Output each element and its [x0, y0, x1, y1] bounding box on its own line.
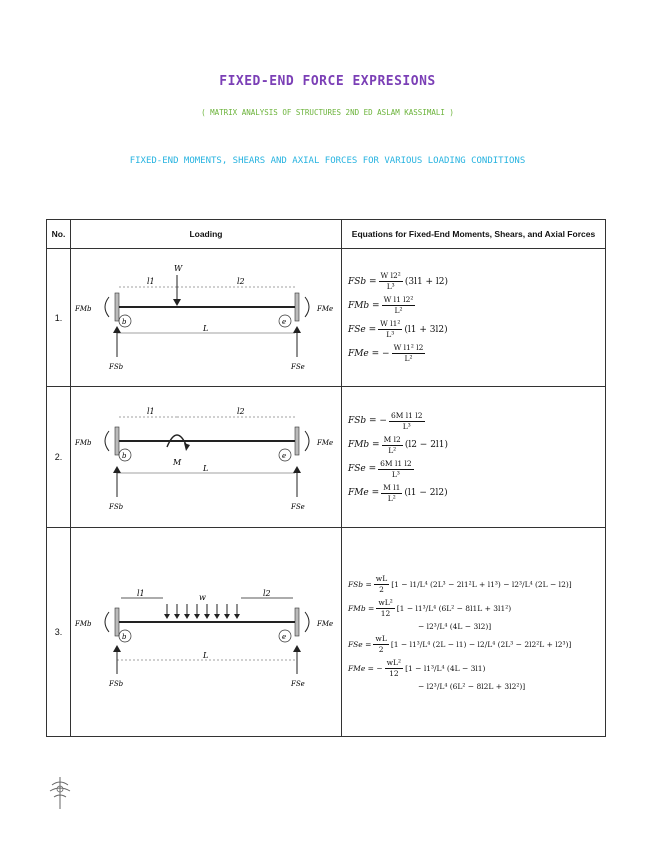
eq-fraction [382, 435, 403, 456]
loading-diagram-cell [70, 528, 341, 737]
point-load-beam-diagram [71, 249, 341, 386]
node-b-label: b [121, 318, 127, 326]
right-moment-arrow-icon [305, 297, 309, 317]
moment-load-beam-diagram [71, 387, 341, 527]
node-e-label: e [281, 633, 287, 641]
fixed-end-force-table [46, 219, 606, 737]
right-fixed-support [295, 608, 299, 636]
decorative-logo-icon [46, 775, 74, 811]
left-moment-arrow-icon [105, 612, 109, 632]
table-row [47, 387, 606, 528]
right-shear-label: FSe [290, 680, 305, 688]
equation [348, 295, 599, 316]
node-b-label: b [121, 633, 127, 641]
distributed-load-label: w [198, 593, 206, 602]
eq-rest: [1 − l1³/L⁴ (2L − l1) − l2/L⁴ (2L³ − 2l2²L + l2³)] [390, 639, 572, 649]
eq-rest: [1 − l1³/L⁴ (6L² − 8l1L + 3l1²) [396, 603, 512, 613]
equation-continuation [348, 682, 599, 691]
row-number: 1. [47, 249, 71, 387]
header-equations: Equations for Fixed-End Moments, Shears, and Axial Forces [341, 220, 605, 249]
eq-num: wL² [378, 597, 393, 607]
table-row [47, 528, 606, 737]
eq-num: W l2² [380, 271, 401, 280]
eq-den: L³ [386, 330, 395, 339]
left-moment-label: FMb [74, 439, 92, 447]
source-subtitle: ( MATRIX ANALYSIS OF STRUCTURES 2ND ED ASLAM KASSIMALI ) [201, 108, 454, 117]
node-b-label: b [121, 452, 127, 460]
table-row [47, 249, 606, 387]
eq-rest: (3l1 + l2) [404, 276, 449, 287]
page-title: FIXED-END FORCE EXPRESIONS [219, 74, 436, 89]
right-shear-arrowhead [293, 466, 301, 473]
loading-diagram-cell [70, 387, 341, 528]
eq-fraction [373, 634, 388, 655]
dim-label-L: L [202, 651, 209, 660]
eq-rest: (l1 + 3l2) [404, 324, 448, 335]
eq-fraction [378, 459, 414, 480]
equation-list [342, 567, 605, 698]
dim-label-l2: l2 [262, 589, 271, 598]
loading-diagram-cell [70, 249, 341, 387]
eq-fraction [374, 574, 389, 595]
applied-moment-label: M [172, 458, 182, 467]
eq-den: 12 [389, 668, 399, 678]
dim-label-l2: l2 [236, 407, 245, 416]
eq-fraction [379, 271, 403, 292]
eq-num: wL² [386, 657, 402, 667]
eq-den: L³ [386, 282, 395, 291]
eq-lhs: FMe = − [347, 348, 390, 359]
eq-den: L³ [402, 421, 411, 431]
eq-rest: − l2³/L⁴ (4L − 3l2)] [417, 621, 492, 631]
right-shear-arrowhead [293, 326, 301, 333]
eq-lhs: FSe = [347, 324, 377, 335]
dim-label-l2: l2 [236, 277, 245, 286]
header-no: No. [47, 220, 71, 249]
equation [348, 574, 599, 595]
left-shear-arrowhead [113, 466, 121, 473]
equations-cell [341, 249, 605, 387]
dim-label-l1: l1 [136, 589, 145, 598]
eq-fraction [378, 319, 402, 340]
right-fixed-support [295, 427, 299, 455]
equation [348, 319, 599, 340]
left-moment-arrow-icon [105, 297, 109, 317]
eq-lhs: FMb = [347, 440, 380, 450]
eq-num: M l2 [383, 434, 401, 444]
equation [348, 634, 599, 655]
equation [348, 343, 599, 364]
section-heading: FIXED-END MOMENTS, SHEARS AND AXIAL FORCES FOR VARIOUS LOADING CONDITIONS [129, 156, 526, 166]
right-moment-arrow-icon [305, 612, 309, 632]
equations-cell [341, 387, 605, 528]
equation [348, 459, 599, 480]
equation [348, 411, 599, 432]
eq-num: wL [375, 633, 387, 643]
eq-num: M l1 [383, 482, 401, 492]
node-e-label: e [281, 452, 287, 460]
eq-rest: [1 − l1/L⁴ (2L³ − 2l1²L + l1³) − l2³/L⁴ (2L − l2)] [391, 579, 572, 589]
left-shear-arrowhead [113, 645, 121, 652]
equation-list [342, 264, 605, 371]
dim-label-l1: l1 [146, 277, 155, 286]
right-shear-label: FSe [290, 503, 305, 511]
eq-fraction [376, 598, 394, 619]
row-number: 2. [47, 387, 71, 528]
dim-label-l1: l1 [146, 407, 155, 416]
right-fixed-support [295, 293, 299, 321]
eq-num: 6M l1 l2 [390, 410, 423, 420]
eq-num: W l1 l2² [383, 295, 414, 304]
eq-den: 2 [379, 584, 384, 594]
node-e-label: e [281, 318, 287, 326]
left-shear-arrowhead [113, 326, 121, 333]
right-shear-arrowhead [293, 645, 301, 652]
right-moment-arrow-icon [305, 431, 309, 451]
eq-lhs: FSb = [347, 276, 377, 287]
eq-lhs: FSb = − [347, 416, 387, 426]
equation [348, 483, 599, 504]
right-moment-label: FMe [316, 439, 334, 447]
eq-lhs: FSe = [347, 639, 372, 649]
eq-lhs: FMe = − [347, 663, 383, 673]
point-load-label: W [173, 264, 183, 273]
eq-den: L³ [391, 469, 400, 479]
eq-den: L² [404, 354, 413, 363]
eq-den: L² [388, 445, 397, 455]
eq-fraction [382, 295, 416, 316]
eq-num: 6M l1 l2 [380, 458, 412, 468]
equation [348, 271, 599, 292]
equation [348, 658, 599, 679]
point-load-arrowhead [173, 299, 181, 306]
eq-lhs: FMe = [347, 488, 380, 498]
eq-num: wL [375, 573, 388, 583]
right-shear-label: FSe [290, 363, 305, 371]
left-fixed-support [115, 608, 119, 636]
eq-num: W l1² l2 [393, 343, 424, 352]
uniform-load-beam-diagram [71, 528, 341, 736]
header-loading: Loading [70, 220, 341, 249]
eq-den: 12 [380, 608, 391, 618]
eq-rest: − l2³/L⁴ (6L² − 8l2L + 3l2²)] [417, 681, 526, 691]
eq-fraction [392, 343, 426, 364]
eq-lhs: FSe = [347, 464, 377, 474]
right-moment-label: FMe [316, 305, 334, 313]
equation [348, 435, 599, 456]
applied-moment-arrowhead [184, 443, 190, 451]
eq-fraction [389, 411, 425, 432]
table-header-row [47, 220, 606, 249]
left-shear-label: FSb [108, 363, 124, 371]
eq-lhs: FMb = [347, 300, 380, 311]
dim-label-L: L [202, 464, 209, 473]
right-moment-label: FMe [316, 620, 334, 628]
row-number: 3. [47, 528, 71, 737]
eq-rest: (l2 − 2l1) [404, 440, 449, 450]
dim-label-L: L [202, 324, 209, 333]
eq-fraction [385, 658, 403, 679]
eq-den: L² [387, 493, 396, 503]
left-moment-arrow-icon [105, 431, 109, 451]
equation-continuation [348, 622, 599, 631]
eq-rest: [1 − l1³/L⁴ (4L − 3l1) [405, 663, 486, 673]
equation-list [342, 404, 605, 511]
eq-rest: (l1 − 2l2) [404, 488, 448, 498]
left-shear-label: FSb [108, 680, 124, 688]
left-shear-label: FSb [108, 503, 124, 511]
left-fixed-support [115, 427, 119, 455]
left-fixed-support [115, 293, 119, 321]
distributed-load-arrows [164, 604, 240, 619]
equation [348, 598, 599, 619]
eq-fraction [381, 483, 402, 504]
eq-lhs: FSb = [347, 579, 372, 589]
eq-lhs: FMb = [347, 603, 375, 613]
equations-cell [341, 528, 605, 737]
left-moment-label: FMb [74, 620, 92, 628]
eq-den: L² [394, 306, 403, 315]
left-moment-label: FMb [74, 305, 92, 313]
eq-num: W l1² [380, 319, 401, 328]
eq-den: 2 [378, 644, 384, 654]
